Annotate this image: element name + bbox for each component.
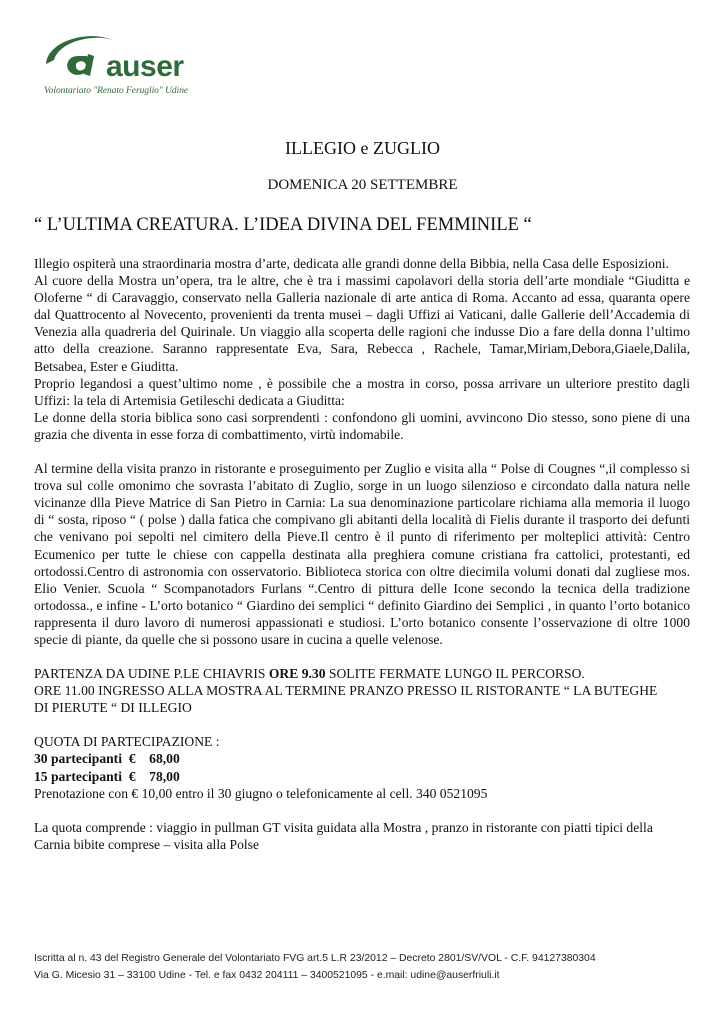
exhibition-heading: “ L’ULTIMA CREATURA. L’IDEA DIVINA DEL FEMMINILE “ bbox=[34, 215, 532, 235]
paragraph-women: Le donne della storia biblica sono casi sorprendenti : confondono gli uomini, avvincono Dio stesso, sono piene di una grazia che diventa in esse forza di combattimento, virtù indomabile. bbox=[34, 409, 690, 442]
paragraph-intro: Illegio ospiterà una straordinaria mostra d’arte, dedicata alle grandi donne della Bibbia, nella Casa delle Esposizioni. bbox=[34, 256, 669, 271]
event-date: DOMENICA 20 SETTEMBRE bbox=[267, 177, 458, 193]
logo-subtitle: Volontariato "Renato Feruglio" Udine bbox=[44, 86, 189, 96]
document-body bbox=[34, 255, 690, 853]
paragraph-zuglio: Al termine della visita pranzo in ristorante e proseguimento per Zuglio e visita alla “ Polse di Cougnes “,il complesso si trova sul colle omonimo che sovrasta l’abitato di Zuglio, sorge in un luogo silenzioso e circondato dalla natura nelle vicinanze dlla Pieve Matrice di San Pietro in Carnia: La sua denominazione particolare richiama alla memoria il luogo di “ sosta, riposo “ ( polse ) dalla fatica che compivano gli abitanti della località di Fielis durante il trasporto dei defunti che venivano poi sepolti nel cimitero della Pieve.Il centro è il punto di riferimento per molteplici attività: Centro Ecumenico per tutte le chiese con cappella destinata alla preghiera comune cristiana fra cattolici, protestanti, ed ortodossi.Centro di astronomia con osservatorio. Biblioteca storica con oltre diecimila volumi donati dal zugliese mos. Elio Venier. Scuola “ Scompanotadors Furlans “.Centro di pittura delle Icone secondo la tecnica della tradizione ortodossa., e infine - L’orto botanico “ Giardino dei semplici “ definito Giardino dei Semplici , in quanto l’orto botanico rappresenta il duro lavoro di numerosi appassionati e studiosi. L’orto botanico consente l’osservazione di oltre 1000 specie di piante, da quelle che si possono usare in cucina a quelle velenose. bbox=[34, 461, 690, 647]
footer-registry: Iscritta al n. 43 del Registro Generale del Volontariato FVG art.5 L.R 23/2012 – Decreto 2801/SV/VOL - C.F. 94127380304 bbox=[34, 953, 596, 964]
departure-line: PARTENZA DA UDINE P.LE CHIAVRIS ORE 9.30 SOLITE FERMATE LUNGO IL PERCORSO. bbox=[34, 666, 585, 682]
schedule-line: ORE 11.00 INGRESSO ALLA MOSTRA AL TERMINE PRANZO PRESSO IL RISTORANTE “ LA BUTEGHE DI PIERUTE “ DI ILLEGIO bbox=[34, 683, 658, 716]
auser-logo bbox=[38, 26, 218, 104]
quota-label: QUOTA DI PARTECIPAZIONE : bbox=[34, 734, 220, 750]
booking-line: Prenotazione con € 10,00 entro il 30 giugno o telefonicamente al cell. 340 0521095 bbox=[34, 785, 488, 801]
paragraph-caravaggio: Al cuore della Mostra un’opera, tra le altre, che è tra i massimi capolavori della storia dell’arte mondiale “Giuditta e Oloferne “ di Caravaggio, conservato nella Galleria nazionale di arte antica di Roma. Accanto ad essa, quaranta opere dal Quattrocento al Novecento, provenienti da trenta musei – dagli Uffizi ai Vaticani, dalle Gallerie dell’Accademia di Venezia alla quadreria del Quirinale. Un viaggio alla scoperta delle ragioni che indusse Dio a fare della donna l’ultimo atto della creazione. Saranno rappresentate Eva, Sara, Rebecca , Rachele, Tamar,Miriam,Debora,Giaele,Dalila, Betsabea, Ester e Giuditta. bbox=[34, 273, 690, 374]
paragraph-artemisia: Proprio legandosi a quest’ultimo nome , è possibile che a mostra in corso, possa arrivare un ulteriore prestito dagli Uffizi: la tela di Artemisia Getileschi dedicata a Giuditta: bbox=[34, 375, 690, 408]
includes-line: La quota comprende : viaggio in pullman GT visita guidata alla Mostra , pranzo in ristorante con piatti tipici della Carnia bibite comprese – visita alla Polse bbox=[34, 819, 653, 852]
quota-15: 15 partecipanti € 78,00 bbox=[34, 768, 180, 784]
logo-wordmark: auser bbox=[106, 50, 184, 83]
page-title: ILLEGIO e ZUGLIO bbox=[285, 138, 440, 158]
footer bbox=[34, 950, 596, 984]
quota-30: 30 partecipanti € 68,00 bbox=[34, 751, 180, 767]
footer-contacts: Via G. Micesio 31 – 33100 Udine - Tel. e fax 0432 204111 – 3400521095 - e.mail: udine@auserfriuli.it bbox=[34, 970, 500, 981]
